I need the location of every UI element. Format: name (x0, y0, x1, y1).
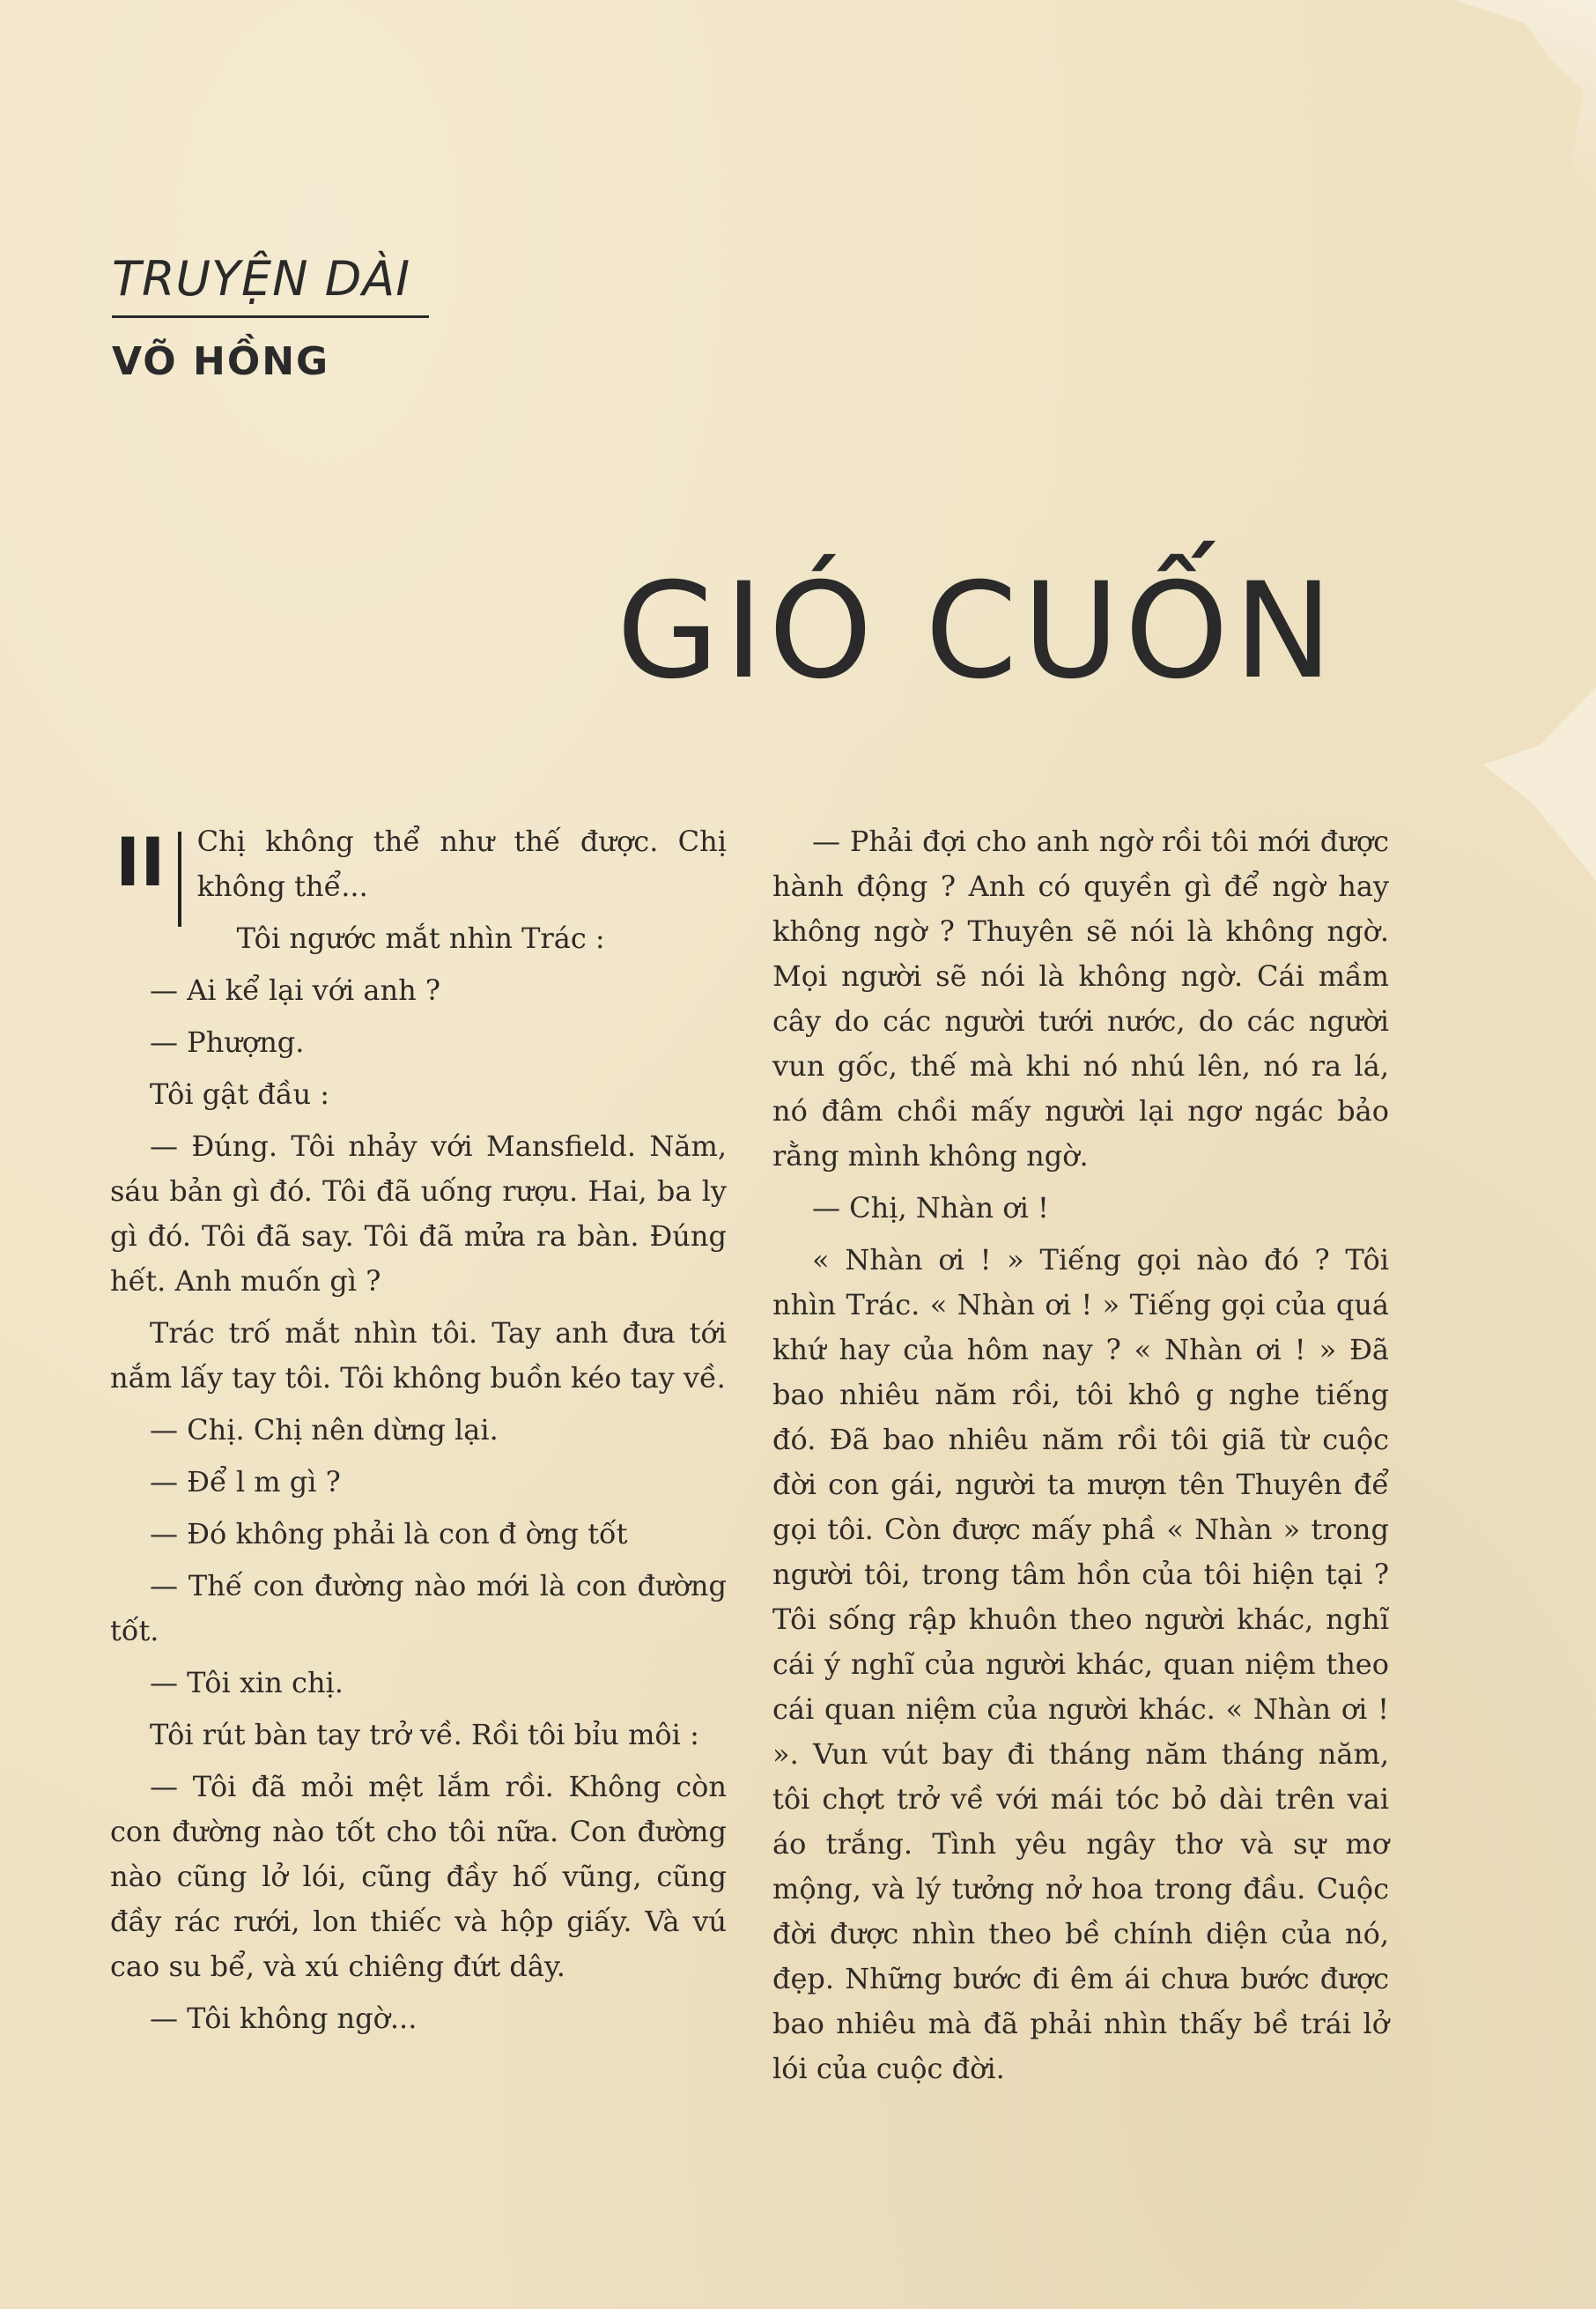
paragraph: — Phượng. (150, 1025, 305, 1059)
paragraph: Trác trố mắt nhìn tôi. Tay anh đưa tới nắm lấy tay tôi. Tôi không buồn kéo tay về. (110, 1316, 727, 1395)
paragraph: — Thế con đường nào mới là con đường tốt. (110, 1569, 727, 1647)
chapter-divider (178, 832, 181, 927)
paragraph: — Chị, Nhàn ơi ! (812, 1191, 1049, 1225)
paragraph: — Đúng. Tôi nhảy với Mansfield. Năm, sáu bản gì đó. Tôi đã uống rượu. Hai, ba ly gì đó. Tôi đã say. Tôi đã mửa ra bàn. Đúng hết. Anh muốn gì ? (110, 1129, 727, 1298)
left-column (110, 819, 727, 2048)
paragraph: — Tôi đã mỏi mệt lắm rồi. Không còn con đường nào tốt cho tôi nữa. Con đường nào cũng lở lói, cũng đầy hố vũng, cũng đầy rác rưới, lon thiếc và hộp giấy. Và vú cao su bể, và xú chiêng đứt dây. (110, 1770, 727, 1983)
paragraph: — Tôi không ngờ... (150, 2002, 417, 2035)
paragraph: — Phải đợi cho anh ngờ rồi tôi mới được hành động ? Anh có quyền gì để ngờ hay không ngờ ? Thuyên sẽ nói là không ngờ. Mọi người sẽ nói là không ngờ. Cái mầm cây do các người tưới nước, do các người vun gốc, thế mà khi nó nhú lên, nó ra lá, nó đâm chồi mấy người lại ngơ ngác bảo rằng mình không ngờ. (772, 825, 1389, 1173)
paragraph: « Nhàn ơi ! » Tiếng gọi nào đó ? Tôi nhìn Trác. « Nhàn ơi ! » Tiếng gọi của quá khứ hay của hôm nay ? « Nhàn ơi ! » Đã bao nhiêu năm rồi, tôi khô g nghe tiếng đó. Đã bao nhiêu năm rồi tôi giã từ cuộc đời con gái, người ta mượn tên Thuyên để gọi tôi. Còn được mấy phầ « Nhàn » trong người tôi, trong tâm hồn của tôi hiện tại ? Tôi sống rập khuôn theo người khác, nghĩ cái ý nghĩ của người khác, quan niệm theo cái quan niệm của người khác. « Nhàn ơi ! ». Vun vút bay đi tháng năm tháng năm, tôi chợt trở về với mái tóc bỏ dài trên vai áo trắng. Tình yêu ngây thơ và sự mơ mộng, và lý tưởng nở hoa trong đầu. Cuộc đời được nhìn theo bề chính diện của nó, đẹp. Những bước đi êm ái chưa bước được bao nhiêu mà đã phải nhìn thấy bề trái lở lói của cuộc đời. (772, 1243, 1389, 2085)
series-label: TRUYỆN DÀI (112, 251, 411, 307)
paragraph: — Chị. Chị nên dừng lại. (150, 1413, 499, 1447)
paragraph: Tôi ngước mắt nhìn Trác : (236, 921, 605, 955)
story-title: GIÓ CUỐN (617, 555, 1339, 708)
series-underline (112, 315, 429, 318)
paragraph: — Đó không phải là con đ ờng tốt (150, 1517, 628, 1550)
paragraph: — Ai kể lại với anh ? (150, 973, 441, 1007)
author-name: VÕ HỒNG (112, 339, 330, 384)
torn-edge (1455, 687, 1596, 881)
paragraph: Chị không thể như thế được. Chị không thể... (196, 825, 727, 903)
paragraph: Tôi gật đầu : (150, 1077, 330, 1111)
paragraph: — Tôi xin chị. (150, 1666, 344, 1699)
torn-corner (1437, 0, 1596, 229)
paragraph: Tôi rút bàn tay trở về. Rồi tôi bỉu môi : (150, 1718, 699, 1751)
paragraph: — Để l m gì ? (150, 1465, 341, 1499)
right-column (772, 819, 1389, 2098)
chapter-marker (115, 823, 181, 927)
chapter-number: II (115, 823, 166, 901)
